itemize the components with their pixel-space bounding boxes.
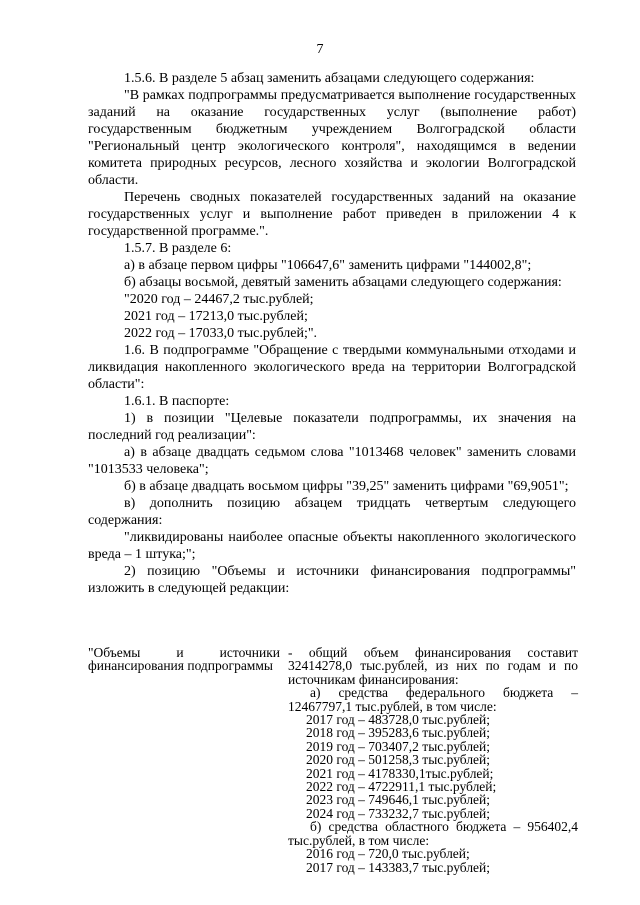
- table-line: а) средства федерального бюджета – 12467797,1 тыс.рублей, в том числе:: [288, 685, 578, 714]
- paragraph: Перечень сводных показателей государственных заданий на оказание государственных услуг и выполнение работ приведен в приложении 4 к государственной программе.".: [88, 190, 576, 239]
- paragraph: а) в абзаце двадцать седьмом слова "1013468 человек" заменить словами "1013533 человека";: [88, 445, 576, 477]
- paragraph: 2021 год – 17213,0 тыс.рублей;: [124, 309, 308, 324]
- table-line: 2017 год – 483728,0 тыс.рублей;: [306, 712, 491, 728]
- paragraph: б) абзацы восьмой, девятый заменить абзацами следующего содержания:: [124, 275, 562, 290]
- table-line: 2020 год – 501258,3 тыс.рублей;: [306, 752, 491, 768]
- table-line: - общий объем финансирования составит 32414278,0 тыс.рублей, из них по годам и по источникам финансирования:: [288, 645, 578, 687]
- page-number: 7: [316, 42, 324, 57]
- table-line: 2021 год – 4178330,1тыс.рублей;: [306, 765, 494, 781]
- paragraph: 1) в позиции "Целевые показатели подпрограммы, их значения на последний год реализации":: [88, 411, 576, 443]
- table-line: 2019 год – 703407,2 тыс.рублей;: [306, 738, 491, 754]
- table-line: б) средства областного бюджета – 956402,4 тыс.рублей, в том числе:: [288, 819, 578, 848]
- table-line: 2024 год – 733232,7 тыс.рублей;: [306, 805, 491, 821]
- paragraph: 1.6.1. В паспорте:: [124, 394, 230, 409]
- paragraph: "ликвидированы наиболее опасные объекты накопленного экологического вреда – 1 штука;";: [88, 530, 576, 562]
- table-line: 2016 год – 720,0 тыс.рублей;: [306, 846, 470, 862]
- paragraph: 1.6. В подпрограмме "Обращение с твердыми коммунальными отходами и ликвидация накопленного экологического вреда на территории Волгоградской области":: [88, 343, 576, 392]
- table-right-cell: [288, 646, 578, 874]
- paragraph: "2020 год – 24467,2 тыс.рублей;: [124, 292, 314, 307]
- paragraph: 1.5.7. В разделе 6:: [124, 241, 232, 256]
- paragraph: 2) позицию "Объемы и источники финансирования подпрограммы" изложить в следующей редакции:: [88, 564, 576, 596]
- paragraph: 1.5.6. В разделе 5 абзац заменить абзацами следующего содержания:: [124, 71, 535, 86]
- table-line: 2018 год – 395283,6 тыс.рублей;: [306, 725, 491, 741]
- table-line: 2017 год – 143383,7 тыс.рублей;: [306, 859, 491, 875]
- paragraph: б) в абзаце двадцать восьмом цифры "39,25" заменить цифрами "69,9051";: [124, 479, 569, 494]
- paragraph: в) дополнить позицию абзацем тридцать четвертым следующего содержания:: [88, 496, 576, 528]
- paragraph: 2022 год – 17033,0 тыс.рублей;".: [124, 326, 318, 341]
- table-left-cell: "Объемы и источники финансирования подпрограммы: [88, 645, 280, 674]
- table-line: 2023 год – 749646,1 тыс.рублей;: [306, 792, 491, 808]
- table-line: 2022 год – 4722911,1 тыс.рублей;: [306, 779, 497, 795]
- paragraph: а) в абзаце первом цифры "106647,6" заменить цифрами "144002,8";: [124, 258, 532, 273]
- paragraph: "В рамках подпрограммы предусматривается выполнение государственных заданий на оказание государственных услуг (выполнение работ) государственным бюджетным учреждением Волгоградской области "Региональный центр экологического контроля", находящимся в ведении комитета природных ресурсов, лесного хозяйства и экологии Волгоградской области.: [88, 88, 576, 188]
- document-body: [88, 70, 576, 597]
